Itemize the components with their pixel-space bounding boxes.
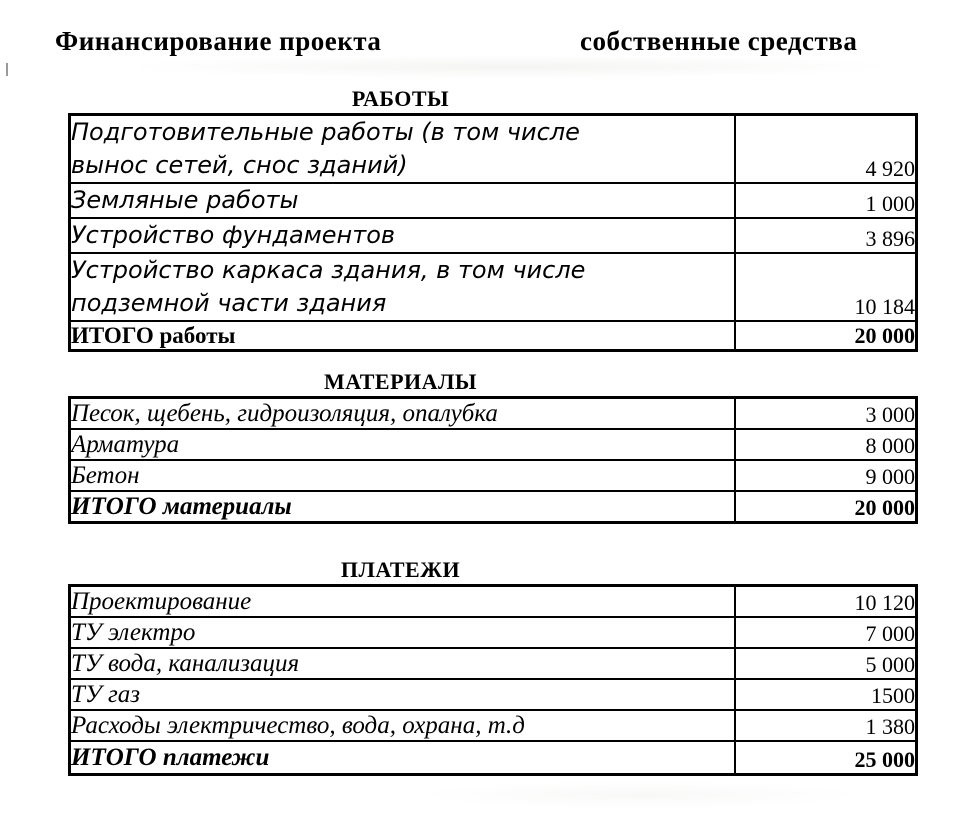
total-label: ИТОГО платежи — [70, 741, 735, 774]
scan-smudge — [140, 56, 880, 78]
total-value: 20 000 — [735, 321, 917, 351]
row-label: Арматура — [70, 429, 735, 460]
section-works — [68, 87, 915, 352]
table-row — [70, 398, 917, 430]
table-row — [70, 218, 917, 253]
section-payments — [68, 558, 915, 776]
table-row — [70, 679, 917, 710]
row-label: Подготовительные работы (в том числе вынос сетей, снос зданий) — [70, 115, 735, 184]
row-label: Бетон — [70, 460, 735, 491]
scan-artifact — [6, 63, 8, 76]
table-row — [70, 253, 917, 321]
row-value: 3 000 — [735, 398, 917, 430]
row-label: Проектирование — [70, 586, 735, 618]
document-title: Финансирование проекта — [55, 26, 382, 56]
row-label: Устройство фундаментов — [70, 218, 735, 253]
works-table — [68, 113, 918, 352]
row-value: 10 184 — [735, 253, 917, 321]
total-value: 25 000 — [735, 741, 917, 774]
row-value: 8 000 — [735, 429, 917, 460]
row-value: 1500 — [735, 679, 917, 710]
row-label: ТУ газ — [70, 679, 735, 710]
section-materials — [68, 370, 915, 524]
row-label: Песок, щебень, гидроизоляция, опалубка — [70, 398, 735, 430]
table-row — [70, 429, 917, 460]
table-row — [70, 183, 917, 218]
row-value: 4 920 — [735, 115, 917, 184]
total-row — [70, 741, 917, 774]
row-value: 9 000 — [735, 460, 917, 491]
section-heading-works: РАБОТЫ — [351, 86, 450, 111]
row-label: ТУ электро — [70, 617, 735, 648]
row-label: Устройство каркаса здания, в том числе подземной части здания — [70, 253, 735, 321]
row-label: Расходы электричество, вода, охрана, т.д — [70, 710, 735, 741]
table-row — [70, 710, 917, 741]
row-value: 7 000 — [735, 617, 917, 648]
funding-source-label: собственные средства — [580, 26, 858, 56]
row-label: ТУ вода, канализация — [70, 648, 735, 679]
payments-table — [68, 584, 918, 776]
materials-table — [68, 396, 918, 524]
row-label: Земляные работы — [70, 183, 735, 218]
row-value: 10 120 — [735, 586, 917, 618]
scan-smudge — [430, 782, 850, 808]
table-row — [70, 460, 917, 491]
total-label: ИТОГО материалы — [70, 491, 735, 523]
table-row — [70, 115, 917, 184]
total-label: ИТОГО работы — [70, 321, 735, 351]
row-value: 1 000 — [735, 183, 917, 218]
section-heading-payments: ПЛАТЕЖИ — [340, 557, 461, 582]
row-value: 1 380 — [735, 710, 917, 741]
table-row — [70, 586, 917, 618]
section-heading-materials: МАТЕРИАЛЫ — [324, 369, 477, 394]
total-row — [70, 321, 917, 351]
table-row — [70, 648, 917, 679]
total-value: 20 000 — [735, 491, 917, 523]
table-row — [70, 617, 917, 648]
row-value: 5 000 — [735, 648, 917, 679]
total-row — [70, 491, 917, 523]
row-value: 3 896 — [735, 218, 917, 253]
